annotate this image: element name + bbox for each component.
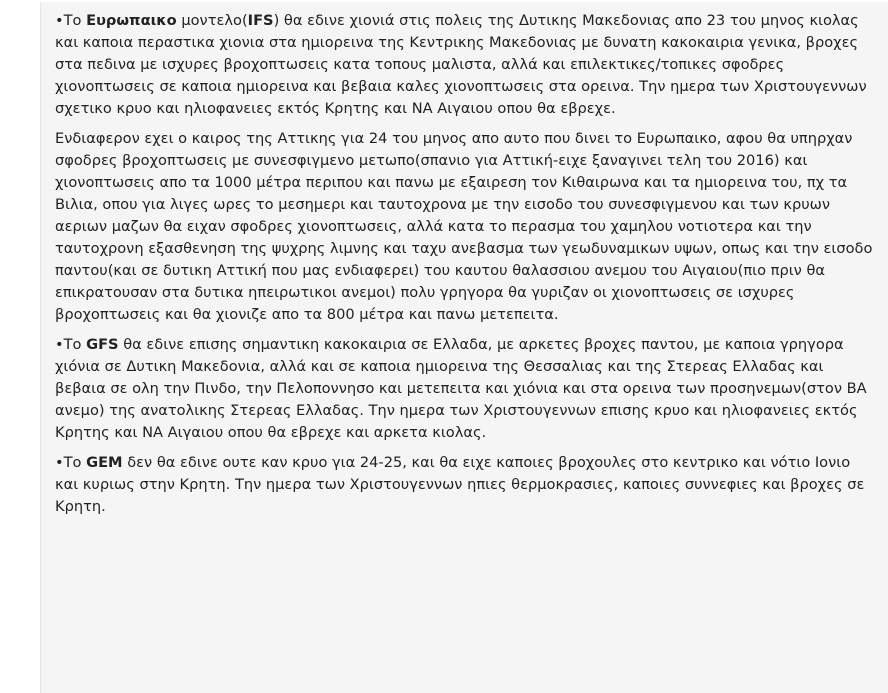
text-segment: δεν θα εδινε ουτε καν κρυο για 24-25, και θα ειχε καποιες βροχουλες στο κεντρικο και νότιο Ιονιο και κυριως στην Κρητη. Την ημερα των Χριστουγεννων ηπιες θερμοκρασιες, καποιες συννεφιες και βροχες σε Κρητη. bbox=[55, 454, 865, 515]
bold-term: IFS bbox=[247, 12, 274, 29]
post-paragraph bbox=[55, 334, 873, 444]
text-segment: •Το bbox=[55, 336, 87, 353]
bold-term: GFS bbox=[86, 336, 119, 353]
post-paragraph bbox=[55, 10, 873, 120]
post-paragraph bbox=[55, 452, 873, 518]
post-paragraph bbox=[55, 128, 873, 326]
text-segment: •Το bbox=[55, 12, 87, 29]
text-segment: Ενδιαφερον εχει ο καιρος της Αττικης για 24 του μηνος απο αυτο που δινει το Ευρωπαικο, αφου θα υπηρχαν σφοδρες βροχοπτωσεις με συνεσφιγμενο μετωπο(σπανιο για Αττική-ειχε ξαναγινει τελη του 2016) και χιονοπτωσεις απο τα 1000 μέτρα περιπου και πανω με εξαιρεση τον Κιθαιρωνα και τα ημιορεινα του, πχ τα Βιλια, οπου για λιγες ωρες το μεσημερι και ταυτοχρονα με την εισοδο του συνεσφιγμενου και των κρυων αεριων μαζων θα ειχαν σφοδρες χιονοπτωσεις, αλλά κατα το περασμα του χαμηλου νοτιοτερα και την ταυτοχρονη εξασθενηση της ψυχρης λιμνης και ταχυ ανεβασμα των γεωδυναμικων υψων, οπως και την εισοδο παντου(και σε δυτικη Αττική που μας ενδιαφερει) του καυτου θαλασσιου ανεμου του Αιγαιου(πιο πριν θα επικρατουσαν στα δυτικα ηπειρωτικοι ανεμοι) πολυ γρηγορα θα γυριζαν οι χιονοπτωσεις σε ισχυρες βροχοπτωσεις και θα χιονιζε απο τα 800 μέτρα και πανω μετεπειτα. bbox=[55, 130, 873, 323]
text-segment: μοντελο( bbox=[176, 12, 248, 29]
text-segment: ) θα εδινε χιονιά στις πολεις της Δυτικης Μακεδονιας απο 23 του μηνος κιολας και καποια περαστικα χιονια στα ημιορεινα της Κεντρικης Μακεδονιας με δυνατη κακοκαιρια γενικα, βροχες στα πεδινα με ισχυρες βροχοπτωσεις κατα τοπους μαλιστα, αλλά και επιλεκτικες/τοπικες σφοδρες χιονοπτωσεις σε καποια ημιορεινα και βεβαια καλες χιονοπτωσεις στα ορεινα. Την ημερα των Χριστουγεννων σχετικο κρυο και ηλιοφανειες εκτός Κρητης και ΝΑ Αιγαιου οπου θα εβρεχε. bbox=[55, 12, 867, 117]
bold-term: GEM bbox=[86, 454, 123, 471]
text-segment: θα εδινε επισης σημαντικη κακοκαιρια σε Ελλαδα, με αρκετες βροχες παντου, με καποια γρηγορα χιόνια σε Δυτικη Μακεδονια, αλλά και σε καποια ημιορεινα της Θεσσαλιας και της Στερεας Ελλαδας και βεβαια σε ολη την Πινδο, την Πελοποννησο και μετεπειτα και χιόνια και στα ορεινα των προσηνεμων(στον ΒΑ ανεμο) της ανατολικης Στερεας Ελλαδας. Την ημερα των Χριστουγεννων επισης κρυο και ηλιοφανειες εκτός Κρητης και ΝΑ Αιγαιου οπου θα εβρεχε και αρκετα κιολας. bbox=[55, 336, 867, 441]
text-segment: •Το bbox=[55, 454, 87, 471]
forum-post-body bbox=[40, 2, 888, 693]
post-content bbox=[55, 10, 873, 526]
bold-term: Ευρωπαικο bbox=[86, 12, 177, 29]
